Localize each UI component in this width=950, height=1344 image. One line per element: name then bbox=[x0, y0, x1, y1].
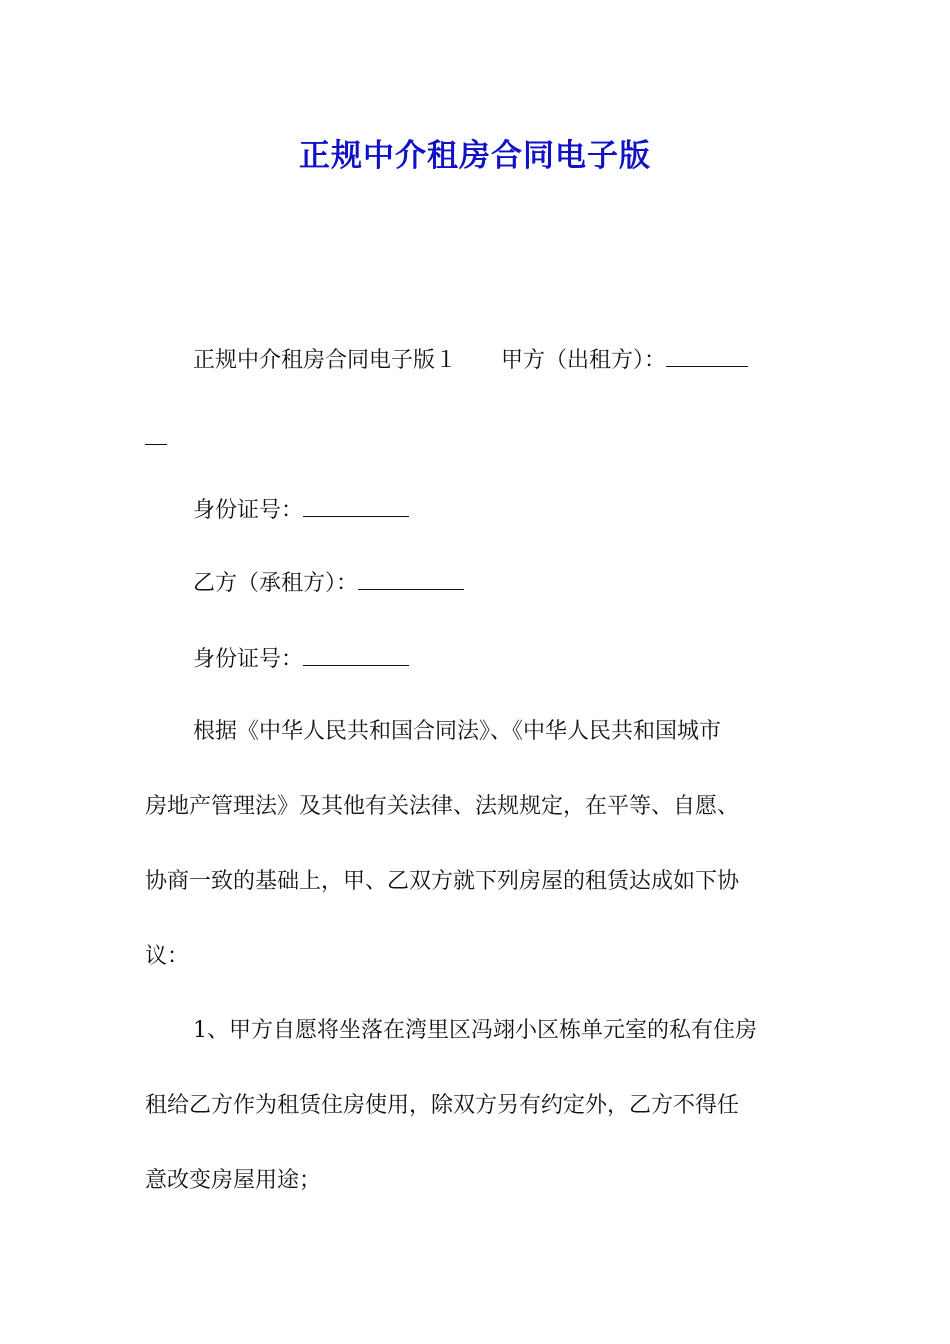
paragraph-1-line-2: 房地产管理法》及其他有关法律、法规规定，在平等、自愿、 bbox=[145, 794, 740, 819]
paragraph-2-line-2: 租给乙方作为租赁住房使用，除双方另有约定外，乙方不得任 bbox=[145, 1093, 740, 1118]
party-b-line bbox=[145, 567, 853, 599]
party-b-id-label: 身份证号： bbox=[193, 647, 304, 672]
paragraph-1-line-1: 根据《中华人民共和国合同法》、《中华人民共和国城市 bbox=[193, 719, 722, 744]
party-a-blank-continuation bbox=[145, 444, 167, 445]
party-b-id-blank bbox=[303, 643, 409, 666]
contract-heading-inline: 正规中介租房合同电子版１ bbox=[193, 348, 458, 373]
party-b-label: 乙方（承租方）： bbox=[193, 571, 359, 596]
party-a-label: 甲方（出租方）： bbox=[501, 348, 667, 373]
document-title: 正规中介租房合同电子版 bbox=[299, 138, 651, 174]
paragraph-2-line-1: 1、甲方自愿将坐落在湾里区冯翊小区栋单元室的私有住房 bbox=[193, 1018, 757, 1043]
party-a-id-blank bbox=[303, 494, 409, 517]
party-b-blank bbox=[358, 567, 464, 590]
party-a-blank bbox=[666, 344, 748, 367]
paragraph-2-line-3: 意改变房屋用途； bbox=[145, 1168, 322, 1193]
party-b-id-line bbox=[145, 643, 853, 675]
paragraph-1-line-4: 议： bbox=[145, 944, 190, 969]
party-a-line bbox=[145, 344, 853, 376]
paragraph-1-line-3: 协商一致的基础上，甲、乙双方就下列房屋的租赁达成如下协 bbox=[145, 869, 740, 894]
party-a-id-label: 身份证号： bbox=[193, 498, 304, 523]
party-a-id-line bbox=[145, 494, 853, 526]
